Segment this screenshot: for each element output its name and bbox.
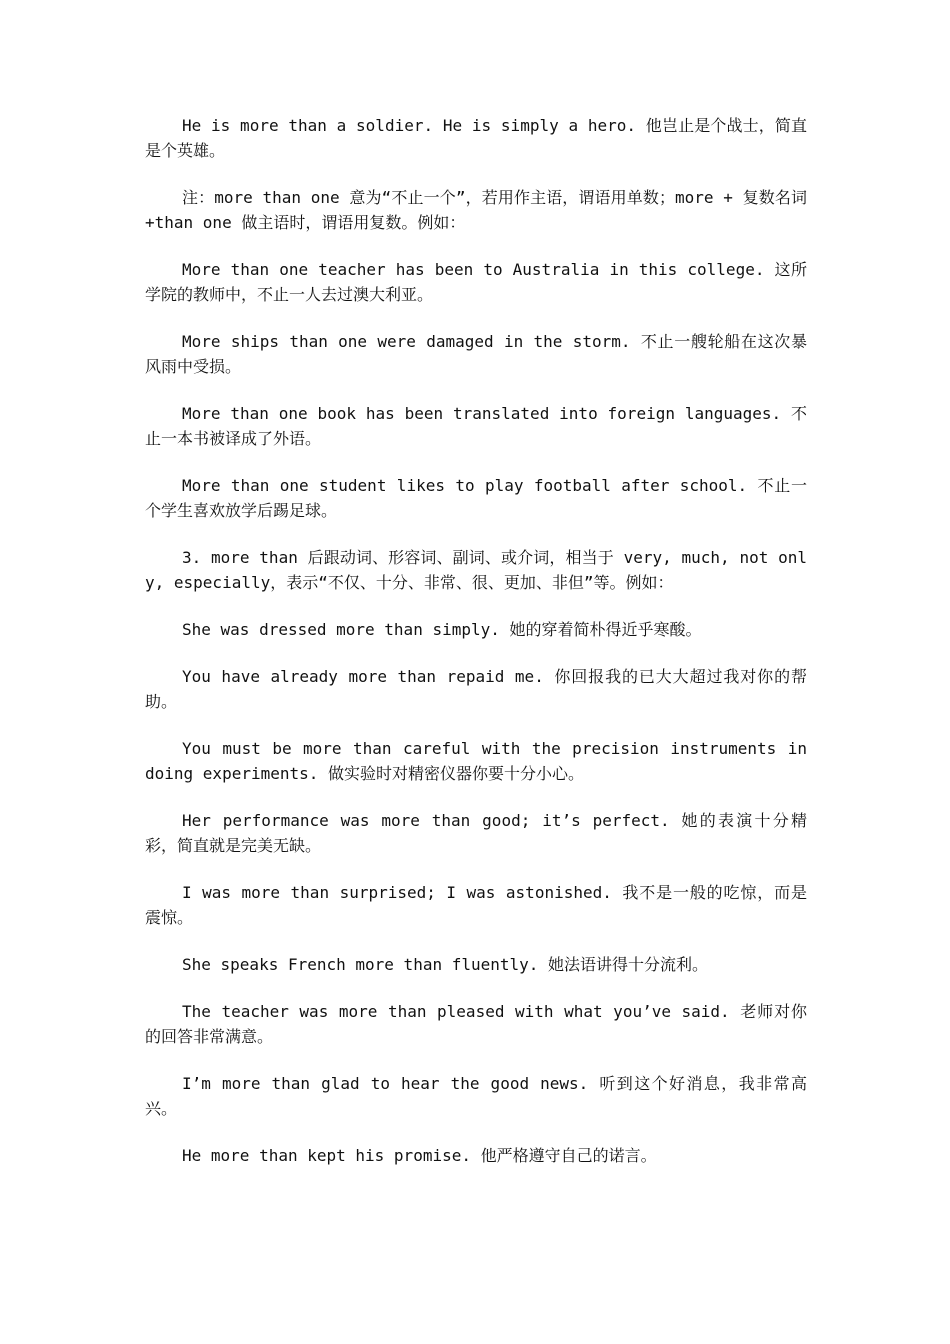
paragraph-promise: He more than kept his promise. 他严格遵守自己的诺言。 bbox=[182, 1146, 657, 1165]
paragraph-ships-storm: More ships than one were damaged in the storm. 不止一艘轮船在这次暴风雨中受损。 bbox=[145, 332, 807, 376]
paragraph-precision-instruments: You must be more than careful with the precision instruments in doing experiments. 做实验时对精密仪器你要十分小心。 bbox=[145, 739, 807, 783]
paragraph-surprised: I was more than surprised; I was astonished. 我不是一般的吃惊，而是震惊。 bbox=[145, 883, 807, 927]
paragraph-student-football: More than one student likes to play football after school. 不止一个学生喜欢放学后踢足球。 bbox=[145, 476, 807, 520]
paragraph-rule-3: 3. more than 后跟动词、形容词、副词、或介词，相当于 very, much, not only, especially，表示“不仅、十分、非常、很、更加、非但”等。例如： bbox=[145, 548, 807, 592]
paragraph-french: She speaks French more than fluently. 她法语讲得十分流利。 bbox=[182, 955, 709, 974]
paragraph-performance: Her performance was more than good; it’s perfect. 她的表演十分精彩，简直就是完美无缺。 bbox=[145, 811, 807, 855]
paragraph-dressed-simply: She was dressed more than simply. 她的穿着简朴得近乎寒酸。 bbox=[182, 620, 702, 639]
paragraph-teacher-australia: More than one teacher has been to Australia in this college. 这所学院的教师中，不止一人去过澳大利亚。 bbox=[145, 260, 807, 304]
document-body bbox=[145, 113, 807, 1190]
paragraph-hero-example: He is more than a soldier. He is simply a hero. 他岂止是个战士，简直是个英雄。 bbox=[145, 116, 807, 160]
paragraph-good-news: I’m more than glad to hear the good news. 听到这个好消息，我非常高兴。 bbox=[145, 1074, 807, 1118]
paragraph-repaid-me: You have already more than repaid me. 你回报我的已大大超过我对你的帮助。 bbox=[145, 667, 807, 711]
paragraph-teacher-pleased: The teacher was more than pleased with what you’ve said. 老师对你的回答非常满意。 bbox=[145, 1002, 807, 1046]
paragraph-book-translated: More than one book has been translated into foreign languages. 不止一本书被译成了外语。 bbox=[145, 404, 807, 448]
paragraph-note-more-than-one: 注：more than one 意为“不止一个”，若用作主语，谓语用单数；more + 复数名词+than one 做主语时，谓语用复数。例如： bbox=[145, 188, 807, 232]
